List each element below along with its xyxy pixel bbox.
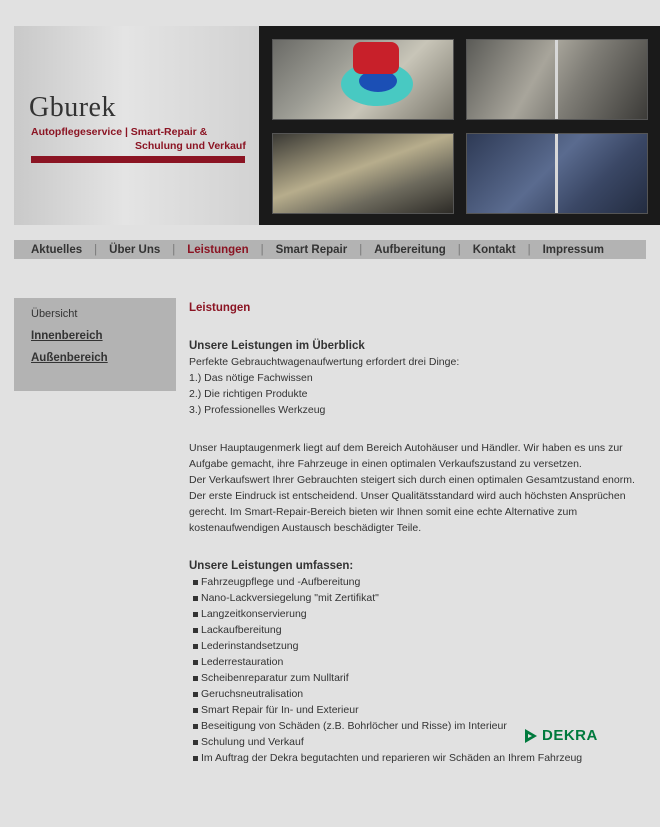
photo-polishing-machine xyxy=(272,39,454,120)
nav-item-impressum[interactable]: Impressum xyxy=(542,243,604,256)
logo-name: Gburek xyxy=(29,92,116,123)
nav-separator: | xyxy=(94,243,98,256)
nav-item-smart-repair[interactable]: Smart Repair xyxy=(275,243,348,256)
main-content xyxy=(189,300,649,766)
overview-line: 3.) Professionelles Werkzeug xyxy=(189,404,326,416)
list-item: Lederrestauration xyxy=(193,654,649,670)
list-item: Nano-Lackversiegelung "mit Zertifikat" xyxy=(193,590,649,606)
sidebar-item-innenbereich[interactable]: Innenbereich xyxy=(31,330,103,342)
sidebar xyxy=(14,298,176,391)
dekra-triangle-icon xyxy=(523,728,539,744)
nav-item-ueber-uns[interactable]: Über Uns xyxy=(109,243,161,256)
dekra-label: DEKRA xyxy=(542,727,598,744)
list-item: Smart Repair für In- und Exterieur xyxy=(193,702,649,718)
list-item: Scheibenreparatur zum Nulltarif xyxy=(193,670,649,686)
main-navigation xyxy=(14,240,646,259)
list-item: Lederinstandsetzung xyxy=(193,638,649,654)
nav-item-leistungen[interactable]: Leistungen xyxy=(187,243,249,256)
list-item: Geruchsneutralisation xyxy=(193,686,649,702)
list-item: Beseitigung von Schäden (z.B. Bohrlöcher und Risse) im Interieur xyxy=(193,718,649,734)
nav-item-kontakt[interactable]: Kontakt xyxy=(472,243,516,256)
overview-line: Perfekte Gebrauchtwagenaufwertung erfordert drei Dinge: xyxy=(189,356,460,368)
nav-separator: | xyxy=(457,243,461,256)
list-item: Lackaufbereitung xyxy=(193,622,649,638)
intro-paragraph: Unser Hauptaugenmerk liegt auf dem Bereich Autohäuser und Händler. Wir haben es uns zur Aufgabe gemacht, ihre Fahrzeuge in einen optimalen Verkaufszustand zu versetzen. xyxy=(189,442,623,470)
sidebar-item-uebersicht[interactable]: Übersicht xyxy=(31,308,78,320)
logo[interactable] xyxy=(14,26,259,225)
photo-fabric-repair xyxy=(466,133,648,214)
list-item: Im Auftrag der Dekra begutachten und reparieren wir Schäden an Ihrem Fahrzeug xyxy=(193,750,649,766)
logo-tagline-2: Schulung und Verkauf xyxy=(135,140,246,152)
list-item: Langzeitkonservierung xyxy=(193,606,649,622)
value-paragraph: Der Verkaufswert Ihrer Gebrauchten steigert sich durch einen optimalen Gesamtzustand enorm. Der erste Eindruck ist entscheidend. Unser Qualitätsstandard wird auch höchsten Ansprüchen gerecht. Im Smart-Repair-Bereich bieten wir Ihnen somit eine echte Alternative zum kostenaufwendigen Austausch beschädigter Teile. xyxy=(189,474,635,534)
photo-car-hood xyxy=(272,133,454,214)
sidebar-item-aussenbereich[interactable]: Außenbereich xyxy=(31,352,108,364)
overview-line: 2.) Die richtigen Produkte xyxy=(189,388,308,400)
nav-separator: | xyxy=(260,243,264,256)
list-item: Schulung und Verkauf xyxy=(193,734,649,750)
overview-heading: Unsere Leistungen im Überblick xyxy=(189,340,365,352)
nav-item-aktuelles[interactable]: Aktuelles xyxy=(31,243,83,256)
nav-separator: | xyxy=(527,243,531,256)
header-banner xyxy=(14,26,660,225)
overview-line: 1.) Das nötige Fachwissen xyxy=(189,372,313,384)
list-item: Fahrzeugpflege und -Aufbereitung xyxy=(193,574,649,590)
logo-underline xyxy=(31,156,245,163)
dekra-logo xyxy=(523,727,598,744)
nav-item-aufbereitung[interactable]: Aufbereitung xyxy=(374,243,446,256)
logo-tagline-1: Autopflegeservice | Smart-Repair & xyxy=(31,126,208,138)
nav-separator: | xyxy=(172,243,176,256)
photo-leather-seat xyxy=(466,39,648,120)
services-heading: Unsere Leistungen umfassen: xyxy=(189,560,354,572)
nav-separator: | xyxy=(359,243,363,256)
page-title: Leistungen xyxy=(189,302,251,314)
